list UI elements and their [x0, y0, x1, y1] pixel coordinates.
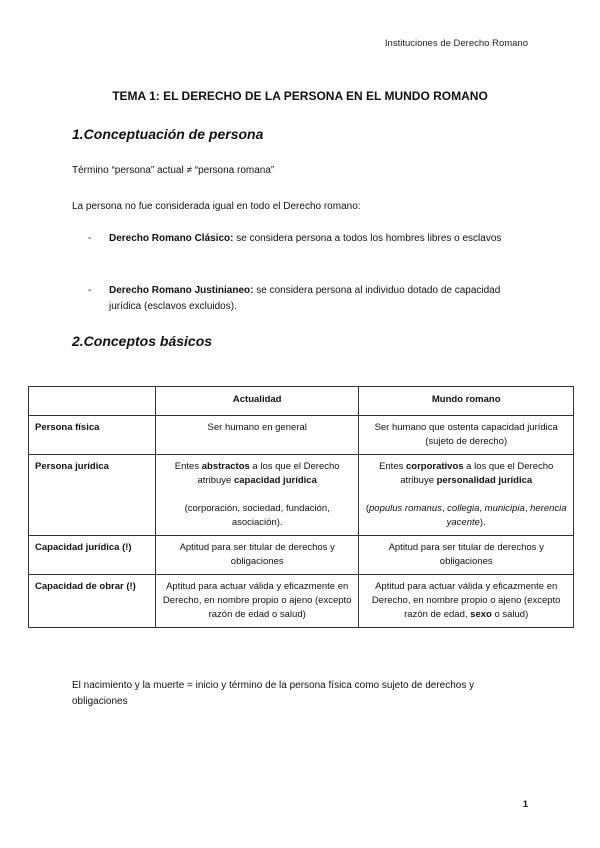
cell-note: , [524, 503, 531, 514]
table-header-mundo-romano: Mundo romano [359, 387, 574, 416]
cell-bold: personalidad jurídica [436, 475, 533, 486]
cell-actual-persona-fisica [156, 416, 359, 455]
list-item-justinianeo-text: se considera persona al individuo dotado de capacidad jurídica (esclavos excluidos). [109, 285, 501, 312]
list-item-justinianeo [88, 283, 508, 315]
cell-text: Ser humano que ostenta capacidad jurídica [374, 422, 558, 433]
row-label-persona-juridica: Persona jurídica [29, 455, 156, 536]
section-2-heading: 2.Conceptos básicos [72, 333, 213, 349]
cell-text: Aptitud para ser titular de derechos y obligaciones [179, 542, 335, 567]
table-row [29, 455, 574, 536]
cell-note: , [441, 503, 448, 514]
page-number: 1 [522, 799, 528, 810]
cell-text: Aptitud para actuar válida y eficazmente en Derecho, en nombre propio o ajeno (excepto razón de edad, [371, 581, 561, 620]
cell-note: , [479, 503, 485, 514]
cell-bold: corporativos [406, 461, 464, 472]
section-1-heading: 1.Conceptuación de persona [72, 126, 264, 142]
cell-bold: sexo [470, 609, 492, 620]
table-row [29, 416, 574, 455]
cell-note: (corporación, sociedad, fundación, asociación). [184, 503, 330, 528]
table-row [29, 536, 574, 575]
paragraph-persona-term: Término “persona” actual ≠ “persona romana” [72, 165, 275, 176]
row-label-capacidad-juridica: Capacidad jurídica (!) [29, 536, 156, 575]
cell-roman-capacidad-juridica [359, 536, 574, 575]
list-item-justinianeo-term: Derecho Romano Justinianeo: [109, 285, 254, 296]
closing-note: El nacimiento y la muerte = inicio y término de la persona física como sujeto de derechos y obligaciones [72, 680, 475, 707]
cell-bold: capacidad jurídica [233, 475, 317, 486]
cell-italic: herencia yacente [446, 503, 567, 528]
cell-note: ( [365, 503, 369, 514]
cell-text: a los que el Derecho atribuye [197, 461, 340, 486]
cell-text: Entes [174, 461, 202, 472]
table-header-actualidad: Actualidad [156, 387, 359, 416]
running-header: Instituciones de Derecho Romano [384, 38, 528, 49]
paragraph-persona-intro: La persona no fue considerada igual en todo el Derecho romano: [72, 201, 361, 212]
cell-italic: populus romanus [369, 503, 442, 514]
table-row [29, 575, 574, 628]
cell-note: ). [479, 517, 486, 528]
cell-roman-capacidad-obrar [359, 575, 574, 628]
cell-actual-persona-juridica [156, 455, 359, 536]
list-dash: - [88, 233, 92, 244]
row-label-persona-fisica: Persona física [29, 416, 156, 455]
cell-text: Entes [379, 461, 406, 472]
cell-roman-persona-fisica [359, 416, 574, 455]
cell-roman-persona-juridica [359, 455, 574, 536]
document-title: TEMA 1: EL DERECHO DE LA PERSONA EN EL MUNDO ROMANO [112, 89, 488, 103]
table-header-row [29, 387, 574, 416]
cell-text: a los que el Derecho atribuye [400, 461, 554, 486]
row-label-capacidad-obrar: Capacidad de obrar (!) [29, 575, 156, 628]
list-item-clasico-term: Derecho Romano Clásico: [109, 233, 234, 244]
cell-bold: abstractos [201, 461, 250, 472]
cell-text: Ser humano en general [207, 422, 307, 433]
list-dash: - [88, 285, 92, 296]
list-item-clasico [88, 231, 508, 247]
list-item-clasico-text: se considera persona a todos los hombres libres o esclavos [233, 233, 502, 244]
cell-text: Aptitud para actuar válida y eficazmente en Derecho, en nombre propio o ajeno (excepto razón de edad o salud) [162, 581, 352, 620]
table-header-empty [29, 387, 156, 416]
concepts-table [28, 386, 574, 628]
cell-actual-capacidad-obrar [156, 575, 359, 628]
cell-text: Aptitud para ser titular de derechos y obligaciones [388, 542, 544, 567]
cell-italic: municipia [484, 503, 525, 514]
cell-actual-capacidad-juridica [156, 536, 359, 575]
cell-text: o salud) [491, 609, 529, 620]
cell-italic: collegia [447, 503, 480, 514]
cell-text-sub: (sujeto de derecho) [425, 436, 508, 447]
